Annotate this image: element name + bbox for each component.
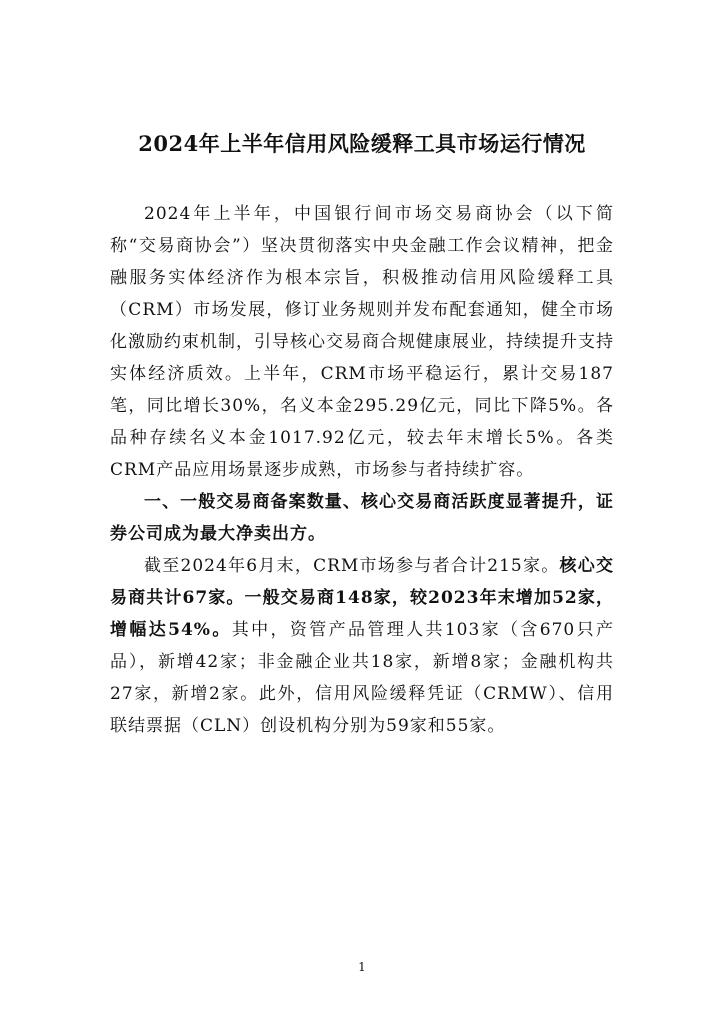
- intro-paragraph: 2024年上半年，中国银行间市场交易商协会（以下简称“交易商协会”）坚决贯彻落实中央金融工作会议精神，把金融服务实体经济作为根本宗旨，积极推动信用风险缓释工具（CRM）市场发展，修订业务规则并发布配套通知，健全市场化激励约束机制，引导核心交易商合规健康展业，持续提升支持实体经济质效。上半年，CRM市场平稳运行，累计交易187笔，同比增长30%，名义本金295.29亿元，同比下降5%。各品种存续名义本金1017.92亿元，较去年末增长5%。各类CRM产品应用场景逐步成熟，市场参与者持续扩容。: [110, 204, 614, 480]
- page-number: 1: [358, 960, 366, 974]
- participants-paragraph: [110, 550, 614, 742]
- page-title: 2024年上半年信用风险缓释工具市场运行情况: [138, 131, 586, 156]
- document-body: [110, 198, 614, 742]
- participants-highlight-text: 核心交易商共计67家。一般交易商148家，较2023年末增加52家，增幅达54%。: [110, 556, 614, 640]
- section-heading-1: 一、一般交易商备案数量、核心交易商活跃度显著提升，证券公司成为最大净卖出方。: [110, 492, 614, 544]
- participants-total-text: 截至2024年6月末，CRM市场参与者合计215家。: [144, 556, 560, 576]
- participants-detail-text: 其中，资管产品管理人共103家（含670只产品），新增42家；非金融企业共18家，新增8家；金融机构共27家，新增2家。此外，信用风险缓释凭证（CRMW）、信用联结票据（CLN）创设机构分别为59家和55家。: [110, 620, 614, 736]
